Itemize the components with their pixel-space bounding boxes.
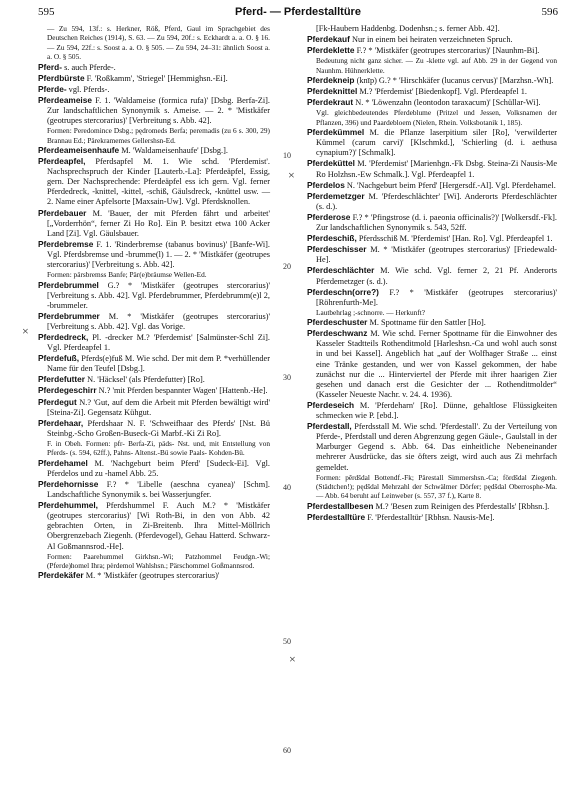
entry-text: Bedeutung nicht ganz sicher. — Zu -klette vgl. auf Abb. 29 in der Gegend von Naunhm. Hühnerklette. [316, 56, 557, 75]
entry-text: — Zu 594, 13f.: s. Herkner, Röß, Pferd, Gaul im Sprachgebiet des Deutschen Reiches (1914), S. 63. — Zu 594, 20f.: s. Eckhardt a. a. O. § 16. — Zu 594, 22f.: s. Soost a. a. O. § 505. — Zu 594, 24–31: ähnlich Soost a. a. O. § 505. [47, 24, 270, 62]
dictionary-entry [307, 191, 557, 212]
entry-text: Vgl. gleichbedeutendes Pferdeblume (Pritzel und Jessen, Volksnamen der Pflanzen, 396) und Paardebloem (Nielen, Rhein. Volksbotanik 1, 185). [316, 108, 557, 127]
entry-text: Nur in einem bei heiraten verzeichneten Spruch. [351, 35, 513, 45]
entry-text: F. 'Pferdestalltür' [Rbhsn. Nausis-Me]. [367, 512, 495, 522]
headword: Pferdebauer [38, 207, 87, 218]
dictionary-entry [38, 62, 270, 73]
page-number-right: 596 [541, 6, 558, 18]
dictionary-entry [38, 332, 270, 353]
headword: Pferdeschn(orre?) [307, 286, 379, 297]
entry-text: M. 'Pferdeharn' [Ro]. Dünne, gehaltlose Flüssigkeiten schmecken wie P. [ebd.]. [316, 400, 557, 421]
entry-text: N.? 'mit Pferden bespannter Wagen' [Hattenb.-He]. [98, 386, 268, 396]
entry-text: M.? 'Besen zum Reinigen des Pferdestalls' [Rbhsn.]. [375, 501, 550, 511]
entry-text: F. 1. 'Waldameise (formica rufa)' [Dsbg. Berfa-Zi]. Zur landschaftlichen Synonymik s. Ameise. — 2. * 'Mistkäfer (geotrupes stercorarius)' [Verbreitung s. Abb. 42]. [47, 95, 271, 126]
line-number: 20 [283, 262, 291, 271]
entry-text: M. 'Pferdemist' [Marienhgn.-Fk Dsbg. Steina-Zi Nausis-Me Ro Holzhsn.-Ew Schmalk.]. Vgl. Pferdeapfel 1. [316, 159, 557, 179]
dictionary-entry [307, 34, 557, 45]
entry-text: Pferdshaar N. F. 'Schweifhaar des Pferds' [Nst. Bü Steinbg.-Scho Großen-Buseck-Gi Marbf.-Ki Zi Ro]. [47, 418, 270, 438]
entry-note [38, 439, 270, 458]
dictionary-entry [38, 479, 270, 500]
headword: Pferdebrummel [38, 279, 99, 290]
dictionary-entry [307, 421, 557, 472]
headword: Pferdefuß, [38, 353, 80, 364]
headword: Pferdebrummer [38, 310, 100, 321]
headword: Pferdestall, [307, 421, 352, 432]
headword: Pferdemetzger [307, 190, 365, 201]
headword: Pferdeschwanz [307, 328, 368, 339]
entry-text: F.? * 'Libelle (aeschna cyanea)' [Schm]. Landschaftliche Synonymik s. bei Wasserjungfer. [47, 479, 270, 500]
headword: Pferdekraut [307, 97, 354, 108]
dictionary-entry [38, 84, 270, 95]
entry-text: Lautbehrlag ;-schnorre. — Herkunft? [316, 307, 426, 317]
dictionary-entry [307, 158, 557, 179]
entry-text: Pferdsapfel M. 1. Wie schd. 'Pferdemist'. Nachsprechspruch der Kinder [Lauterb.-La]: Pferdeäpfel, Essig, gern. Der Nachsprechende: Pferdeäpfel ess ich gern. Vgl. ferner Pferdedreck, -knittel, -kittel, -schiß, Gäulsdreck, -knüttel usw. — 2. Name einer Apfelsorte [Maxsain-Uw]. Vgl. Pferdsknollen. [47, 157, 270, 207]
entry-note [307, 108, 557, 127]
dictionary-entry [38, 418, 270, 439]
page-header [38, 6, 558, 20]
entry-text: F. in Obeh. Formen: pfr- Berfa-Zi, päds- Nst. und, mit Entstellung von Pferds- (s. 594, 62ff.), Pahns- Altenst.-Bü sowie Paals- Kohden-Bü. [47, 438, 270, 458]
line-number: 40 [283, 483, 291, 492]
entry-text: Formen: Paarehummel Girkhsn.-Wi; Patzhommel Feudgn.-Wi; (Pferde)homel Ihra; pèrdemol Wahlshsn.; Pärschommel Goßmannsrod. [47, 551, 270, 570]
entry-text: Formen: Peredomince Dsbg.; pędromeds Berfa; peremadis (zu 6 s. 300, 29) Brannau Ed.; Pärekramemes Gellershsn-Ed. [47, 126, 270, 145]
dictionary-entry [38, 458, 270, 479]
entry-text: Pferdsstall M. Wie schd. 'Pferdestall'. Zu der Verteilung von Pferde-, Pferdstall und deren Abgrenzung gegen Gäule-, Gaulstall in der Marburger Gegend s. Abb. 64. Das einheitliche Nebeneinander mehrerer Ausdrücke, das sie öfters zeigt, wird auch aus Zi mehrfach gemeldet. [316, 422, 558, 472]
dictionary-entry [307, 317, 557, 328]
margin-mark: × [289, 652, 296, 666]
entry-text: M. 'Bauer, der mit Pferden fährt und arbeitet' [„Vorderrhön“, ferner Zi Ho Ro]. Ein P. besitzt etwa 100 Acker Land [Zi]. Vgl. Gäulsbauer. [47, 208, 270, 238]
headword: Pferdekneip [307, 75, 355, 86]
headword: Pferdeschuster [307, 317, 368, 328]
dictionary-entry [307, 328, 557, 400]
dictionary-entry [307, 180, 557, 191]
headword: Pferdehummel, [38, 500, 98, 511]
entry-note [38, 270, 270, 279]
entry-text: M. Wie schd. Vgl. ferner 2, 21 Pf. Anderorts Pferdemetzger (s. d.). [316, 266, 557, 286]
headword: Pferdegut [38, 396, 77, 407]
entry-text: F.? * 'Mistkäfer (geotrupes stercorarius)' [Röhrenfurth-Me]. [316, 287, 557, 307]
entry-text: Pferdsschiß M. 'Pferdemist' [Han. Ro]. Vgl. Pferdeapfel 1. [358, 234, 553, 244]
headword: Pferdeschlächter [307, 265, 375, 276]
entry-text: F. 'Roßkamm', 'Striegel' [Hemmighsn.-Ei]. [86, 73, 228, 83]
dictionary-entry [38, 95, 270, 126]
headword: Pferdeknittel [307, 86, 358, 97]
entry-text: F. 1. 'Rinderbremse (tabanus bovinus)' [Banfe-Wi]. Vgl. Pferdsbremse und -brumme(l) 1. — 2. * 'Mistkäfer (geotrupes stercorarius)' [Verbreitung s. Abb. 42]. [47, 239, 270, 270]
headword: Pferdeküttel [307, 158, 355, 169]
headword: Pferderose [307, 211, 351, 222]
entry-text: M. die Pflanze laserpitium siler [Ro], 'verwilderter Kümmel (carum carvi)' [Klschmkd.], 'Schierling (d. i. aethusa cynapium?)' [Schmalk]. [316, 128, 558, 158]
headword: Pferdehaar, [38, 417, 84, 428]
entry-text: M. * 'Mistkäfer (geotrupes stercorarius)' [Friedewald-He]. [316, 245, 557, 265]
entry-text: N. * 'Löwenzahn (leontodon taraxacum)' [Schüllar-Wi]. [355, 98, 541, 108]
dictionary-entry [307, 45, 557, 56]
headword: Pferdekauf [307, 34, 350, 45]
headword: Pferdehamel [38, 457, 88, 468]
headword: Pferde- [38, 83, 67, 94]
headword: Pferdbürste [38, 72, 85, 83]
entry-text: M. Spottname für den Sattler [Ho]. [369, 318, 486, 328]
entry-text: M. * 'Mistkäfer (geotrupes stercorarius)' [Verbreitung s. Abb. 42]. Vgl. das Vorige. [47, 311, 270, 331]
headword: Pferdelos [307, 179, 345, 190]
dictionary-entry [38, 239, 270, 270]
entry-text: s. auch Pferde-. [64, 62, 116, 72]
entry-note [307, 473, 557, 501]
headword: Pferdedreck, [38, 332, 89, 342]
headword: Pferdekäfer [38, 570, 84, 581]
dictionary-entry [38, 397, 270, 418]
right-column [307, 24, 557, 523]
entry-text: G.? * 'Mistkäfer (geotrupes stercorarius)' [Verbreitung s. Abb. 42]. Vgl. Pferdebrummer, Pferdebrumm(e)l 2, -brummeler. [47, 280, 270, 310]
dictionary-entry [307, 97, 557, 108]
headword: Pferdeschiß, [307, 233, 357, 244]
entry-text: M. Wie schd. Ferner Spottname für die Einwohner des Kasseler Stadtteils Rothenditmold [Harleshsn.-Ca und wohl auch sonst in und bei Kassel]. Angeblich hat „auf der Wolfhager Straße ... einst eine Tränke gestanden, und wer von Kassel gekommen, der habe zunächst nur die ... Hinterviertel der Pferde mit ihrer haarigen Zier gesehen und danach erst die Gesichter der ... Rothenditmolder“ (Kasseler Neueste Nachr. v. 24. 4. 1936). [316, 329, 557, 399]
dictionary-entry [307, 265, 557, 286]
dictionary-entry [38, 145, 270, 156]
dictionary-entry [38, 156, 270, 207]
headword: Pferdeapfel, [38, 156, 86, 167]
dictionary-entry [307, 233, 557, 244]
dictionary-entry [38, 385, 270, 396]
dictionary-entry [307, 512, 557, 523]
entry-text: M. 'Pferdeschlächter' [Wi]. Anderorts Pferdeschlächter (s. d.). [316, 191, 557, 211]
entry-text: Pferds(e)fuß M. Wie schd. Der mit dem P. *verhüllender Name für den Teufel [Dsbg.]. [47, 354, 270, 374]
dictionary-entry [307, 75, 557, 86]
entry-text: Pferdshummel F. Auch M.? * 'Mistkäfer (geotrupes stercorarius)' [Wi Roth-Bi, in den von Abb. 42 gebrachten Orten, in Zi-Breitenb. Ihra Mittel-Möllrich Obergrenzebach Ziegenh. (Pferdevogel), Gehau Hatterd. Schwarz-Al Goßmannsrod.-He]. [47, 501, 270, 551]
dictionary-entry [307, 244, 557, 265]
headword: Pferdegeschirr [38, 385, 97, 396]
dictionary-entry [38, 500, 270, 551]
line-number: 10 [283, 151, 291, 160]
dictionary-entry [38, 570, 270, 581]
headword: Pferdeameisenhaufe [38, 145, 120, 155]
entry-text: N.? 'Gut, auf dem die Arbeit mit Pferden bewältigt wird' [Steina-Zi]. Gegensatz Kühgut. [47, 397, 270, 417]
headword: Pferdeseich [307, 399, 355, 410]
entry-text: N. 'Nachgeburt beim Pferd' [Hergersdf.-Al]. Vgl. Pferdehamel. [346, 180, 556, 190]
dictionary-entry [38, 280, 270, 311]
margin-mark: × [22, 324, 29, 338]
entry-text: [Fk-Haubern Haddenbg. Dodenhsn.; s. ferner Abb. 42]. [316, 24, 500, 33]
headword: Pferdestalltüre [307, 511, 366, 522]
dictionary-entry [307, 501, 557, 512]
headword: Pferd- [38, 61, 62, 72]
dictionary-entry [38, 73, 270, 84]
entry-note [38, 552, 270, 571]
line-number: 30 [283, 373, 291, 382]
headword: Pferdeklette [307, 45, 355, 56]
dictionary-entry [38, 311, 270, 332]
headword: Pferdeameise [38, 94, 92, 105]
headword: Pferdehornisse [38, 478, 99, 489]
headword: Pferdefutter [38, 374, 86, 385]
dictionary-entry [307, 127, 557, 158]
headword: Pferdeschisser [307, 244, 367, 255]
entry-note [307, 56, 557, 75]
entry-text: M. * 'Mistkäfer (geotrupes stercorarius)' [85, 571, 220, 581]
entry-text: vgl. Pferds-. [68, 84, 110, 94]
margin-mark: × [288, 168, 295, 182]
entry-note [307, 24, 557, 34]
entry-text: F.? * 'Pfingstrose (d. i. paeonia officinalis?)' [Wolkersdf.-Fk]. Zur landschaftlichen Synonymik s. 543, 52ff. [316, 212, 557, 233]
headword: Pferdebremse [38, 238, 94, 249]
entry-text: M.? 'Pferdemist' [Biedenkopf]. Vgl. Pferdeapfel 1. [359, 87, 527, 97]
entry-text: Pl. -drecker M.? 'Pferdemist' [Salmünster-Schl Zi]. Vgl. Pferdeapfel 1. [47, 333, 270, 353]
entry-text: (knīp) G.? * 'Hirschkäfer (lucanus cervus)' [Marzhsn.-Wh]. [356, 76, 554, 86]
page-number-left: 595 [38, 6, 55, 18]
entry-note [38, 126, 270, 145]
entry-text: F.? * 'Mistkäfer (geotrupes stercorarius)' [Naunhm-Bi]. [356, 46, 540, 56]
dictionary-entry [307, 400, 557, 421]
dictionary-entry [307, 287, 557, 308]
dictionary-entry [38, 374, 270, 385]
dictionary-entry [307, 212, 557, 233]
entry-text: N. 'Häcksel' (als Pferdefutter) [Ro]. [87, 375, 205, 385]
line-number: 60 [283, 746, 291, 755]
entry-text: Formen: pärsbremss Banfe; Pär(e)bräumse Wellen-Ed. [47, 270, 207, 280]
dictionary-entry [38, 353, 270, 374]
dictionary-entry [38, 208, 270, 239]
entry-text: M. 'Nachgeburt beim Pferd' [Sudeck-Ei]. Vgl. Pferdelos und zu -hamel Abb. 25. [47, 458, 271, 478]
entry-note [38, 24, 270, 62]
entry-text: Formen: pěrdšdal Bottendf.-Fk; Pärestall Simmershsn.-Ca; fördšdal Ziegenh. (Städtchen!); pędšdal Mehrzahl der Schwälmer Dörfer; pędšdal Oberrosphe-Ma. — Abb. 64 beruht auf Leinweber (s. 557, 37 f.), Karte 8. [316, 472, 557, 501]
dictionary-entry [307, 86, 557, 97]
headword: Pferdestallbesen [307, 500, 374, 511]
line-number: 50 [283, 637, 291, 646]
entry-text: M. 'Waldameisenhaufe' [Dsbg.]. [121, 146, 228, 155]
headword: Pferdekümmel [307, 127, 365, 138]
entry-note [307, 308, 557, 317]
left-column [38, 24, 270, 582]
running-title: Pferd- — Pferdestalltüre [235, 6, 361, 18]
